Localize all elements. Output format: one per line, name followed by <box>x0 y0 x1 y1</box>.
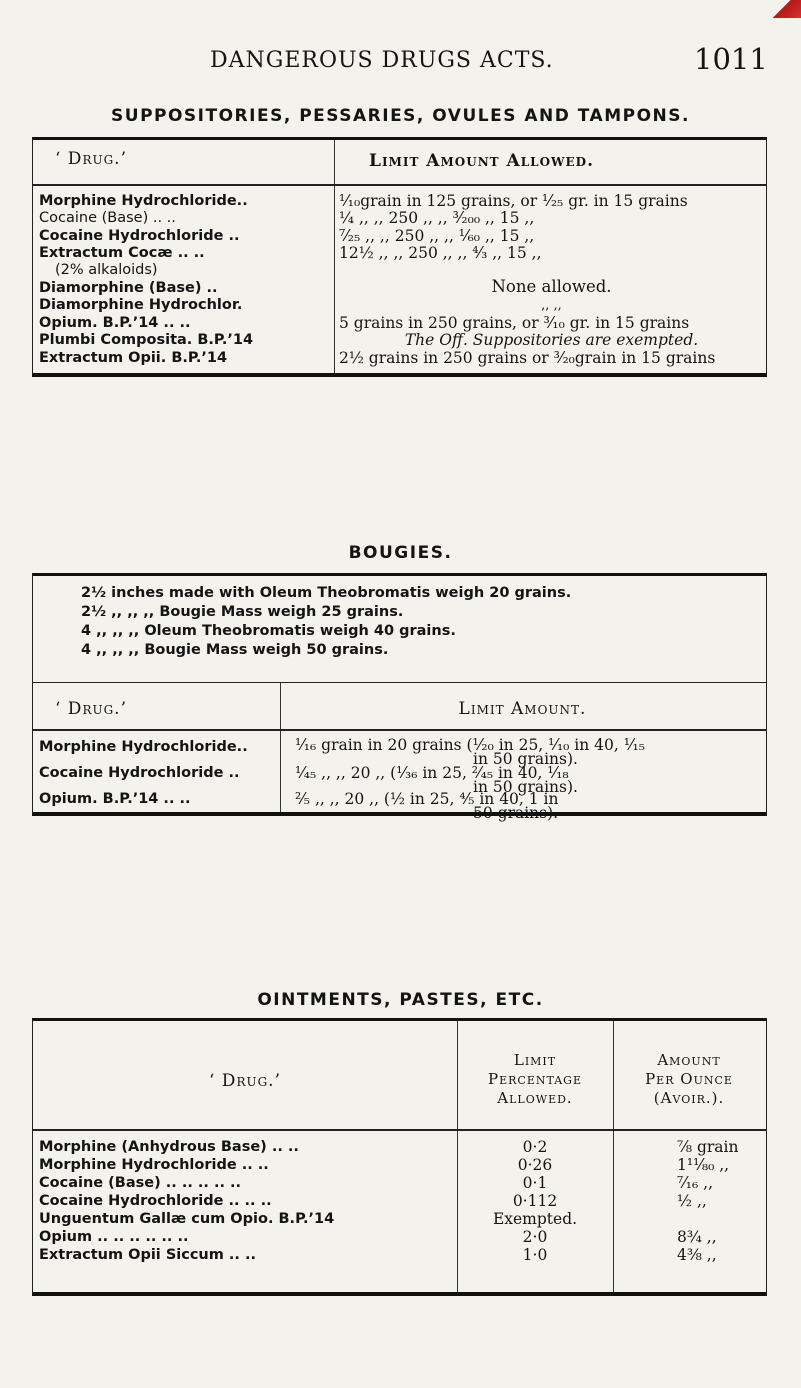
ounce-amount: ⁷⁄₁₆ ,, <box>677 1174 714 1192</box>
percentage-value: 2·0 <box>522 1228 548 1246</box>
percentage-value: 1·0 <box>522 1246 548 1264</box>
page-corner-mark <box>767 0 801 18</box>
header-rule <box>33 184 766 186</box>
bougies-table <box>32 573 767 822</box>
ounce-amount: 1¹¹⁄₈₀ ,, <box>677 1156 730 1174</box>
percentage-value: 0·2 <box>522 1138 548 1156</box>
ointments-title: OINTMENTS, PASTES, ETC. <box>257 990 544 1010</box>
drug-name: Extractum Opii. B.P.’14 <box>39 350 228 366</box>
bougie-note: 2½ ,, ,, ,, Bougie Mass weigh 25 grains. <box>81 604 404 620</box>
limit-header-line: Limit <box>513 1051 557 1069</box>
column-divider <box>334 140 335 373</box>
ounce-amount: 8¾ ,, <box>677 1228 717 1246</box>
limit-text: ⁷⁄₂₅ ,, ,, 250 ,, ,, ¹⁄₆₀ ,, 15 ,, <box>339 227 535 245</box>
drug-name: Plumbi Composita. B.P.’14 <box>39 332 254 348</box>
limit-text: ¼ ,, ,, 250 ,, ,, ³⁄₂₀₀ ,, 15 ,, <box>339 209 535 227</box>
drug-name: Diamorphine (Base) .. <box>39 280 218 296</box>
limit-text: ¹⁄₁₀grain in 125 grains, or ¹⁄₂₅ gr. in 15 grains <box>339 192 688 210</box>
limit-text: 12½ ,, ,, 250 ,, ,, ⁴⁄₃ ,, 15 ,, <box>339 244 542 262</box>
header-rule <box>33 729 766 731</box>
limit-header-line: Percentage <box>488 1070 582 1088</box>
suppositories-table <box>32 137 767 377</box>
percentage-value: 0·112 <box>512 1192 558 1210</box>
drug-name: Opium. B.P.’14 .. .. <box>39 315 191 331</box>
amount-header-line: (Avoir.). <box>653 1089 725 1107</box>
drug-column-header: ‘ Drug.’ <box>55 699 127 719</box>
bougie-note: 4 ,, ,, ,, Oleum Theobromatis weigh 40 grains. <box>81 623 456 639</box>
running-head <box>0 40 801 80</box>
drug-name: Cocaine Hydrochloride .. <box>39 228 240 244</box>
drug-name: Opium .. .. .. .. .. .. <box>39 1229 189 1245</box>
bougie-note: 2½ inches made with Oleum Theobromatis weigh 20 grains. <box>81 585 572 601</box>
drug-name: Morphine Hydrochloride.. <box>39 739 248 755</box>
drug-name: Morphine Hydrochloride.. <box>39 193 248 209</box>
ditto-marks: ,, ,, <box>541 298 562 313</box>
drug-name: Extractum Opii Siccum .. .. <box>39 1247 256 1263</box>
amount-header-line: Per Ounce <box>645 1070 733 1088</box>
percentage-value: Exempted. <box>492 1210 578 1228</box>
drug-name: Cocaine Hydrochloride .. <box>39 765 240 781</box>
limit-text: ¹⁄₁₆ grain in 20 grains (¹⁄₂₀ in 25, ¹⁄₁₀ in 40, ¹⁄₁₅ <box>295 736 645 754</box>
ounce-amount: 4⅜ ,, <box>677 1246 717 1264</box>
drug-name: Diamorphine Hydrochlor. <box>39 297 243 313</box>
drug-note: (2% alkaloids) <box>55 262 158 278</box>
percentage-value: 0·26 <box>517 1156 553 1174</box>
limit-column-header: Limit Amount. <box>458 699 587 719</box>
limit-text: 5 grains in 250 grains, or ³⁄₁₀ gr. in 15 grains <box>339 314 690 332</box>
bougie-note: 4 ,, ,, ,, Bougie Mass weigh 50 grains. <box>81 642 389 658</box>
drug-name: Cocaine (Base) .. .. <box>39 210 176 226</box>
limit-text: 50 grains). <box>473 804 559 822</box>
drug-column-header: ‘ Drug.’ <box>55 149 127 169</box>
drug-name: Opium. B.P.’14 .. .. <box>39 791 191 807</box>
limit-text: 2½ grains in 250 grains or ³⁄₂₀grain in 15 grains <box>339 349 716 367</box>
drug-name: Morphine Hydrochloride .. .. <box>39 1157 269 1173</box>
notes-rule <box>33 682 766 683</box>
suppositories-title: SUPPOSITORIES, PESSARIES, OVULES AND TAMPONS. <box>111 106 690 126</box>
amount-header-line: Amount <box>657 1051 721 1069</box>
ounce-amount: ⅞ grain <box>677 1138 739 1156</box>
ointments-table <box>32 1018 767 1296</box>
percentage-value: 0·1 <box>522 1174 548 1192</box>
limit-column-header: Limit Amount Allowed. <box>369 151 594 171</box>
limit-text: in 50 grains). <box>473 750 578 768</box>
limit-header-line: Allowed. <box>497 1089 573 1107</box>
limit-text: ²⁄₅ ,, ,, 20 ,, (½ in 25, ⅘ in 40, 1 in <box>295 790 559 808</box>
header-rule <box>33 1129 766 1131</box>
running-title: DANGEROUS DRUGS ACTS. <box>210 48 554 73</box>
drug-column-header: ‘ Drug.’ <box>209 1071 281 1091</box>
drug-name: Extractum Cocæ .. .. <box>39 245 205 261</box>
drug-name: Unguentum Gallæ cum Opio. B.P.’14 <box>39 1211 335 1227</box>
drug-name: Cocaine Hydrochloride .. .. .. <box>39 1193 272 1209</box>
limit-text: in 50 grains). <box>473 778 578 796</box>
limit-text: None allowed. <box>491 277 612 296</box>
drug-name: Morphine (Anhydrous Base) .. .. <box>39 1139 299 1155</box>
bougies-title: BOUGIES. <box>348 543 453 563</box>
drug-name: Cocaine (Base) .. .. .. .. .. <box>39 1175 242 1191</box>
limit-text: The Off. Suppositories are exempted. <box>404 331 699 349</box>
page-number: 1011 <box>694 42 768 76</box>
limit-text: ¹⁄₄₅ ,, ,, 20 ,, (¹⁄₃₆ in 25, ²⁄₄₅ in 40, ¹⁄₁₈ <box>295 764 569 782</box>
ounce-amount: ½ ,, <box>677 1192 707 1210</box>
